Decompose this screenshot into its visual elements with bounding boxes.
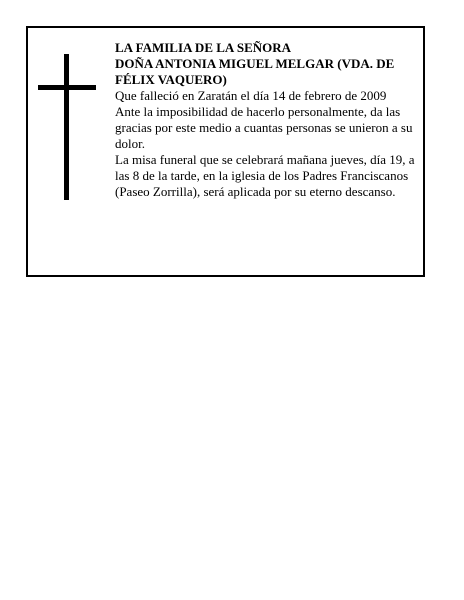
cross-vertical-bar — [64, 54, 69, 200]
notice-heading-deceased: DOÑA ANTONIA MIGUEL MELGAR (VDA. DE FÉLIX VAQUERO) — [115, 56, 395, 87]
obituary-notice — [26, 26, 425, 277]
notice-heading-family: LA FAMILIA DE LA SEÑORA — [115, 40, 292, 55]
cross-icon — [38, 54, 96, 200]
thanks-paragraph: Ante la imposibilidad de hacerlo personalmente, da las gracias por este medio a cuantas personas se unieron a su dolor. — [115, 104, 413, 151]
notice-text — [115, 40, 415, 200]
death-announcement: Que falleció en Zaratán el día 14 de febrero de 2009 — [115, 88, 387, 103]
cross-horizontal-bar — [38, 85, 96, 90]
funeral-mass-paragraph: La misa funeral que se celebrará mañana jueves, día 19, a las 8 de la tarde, en la iglesia de los Padres Franciscanos (Paseo Zorrilla), será aplicada por su eterno descanso. — [115, 152, 415, 199]
